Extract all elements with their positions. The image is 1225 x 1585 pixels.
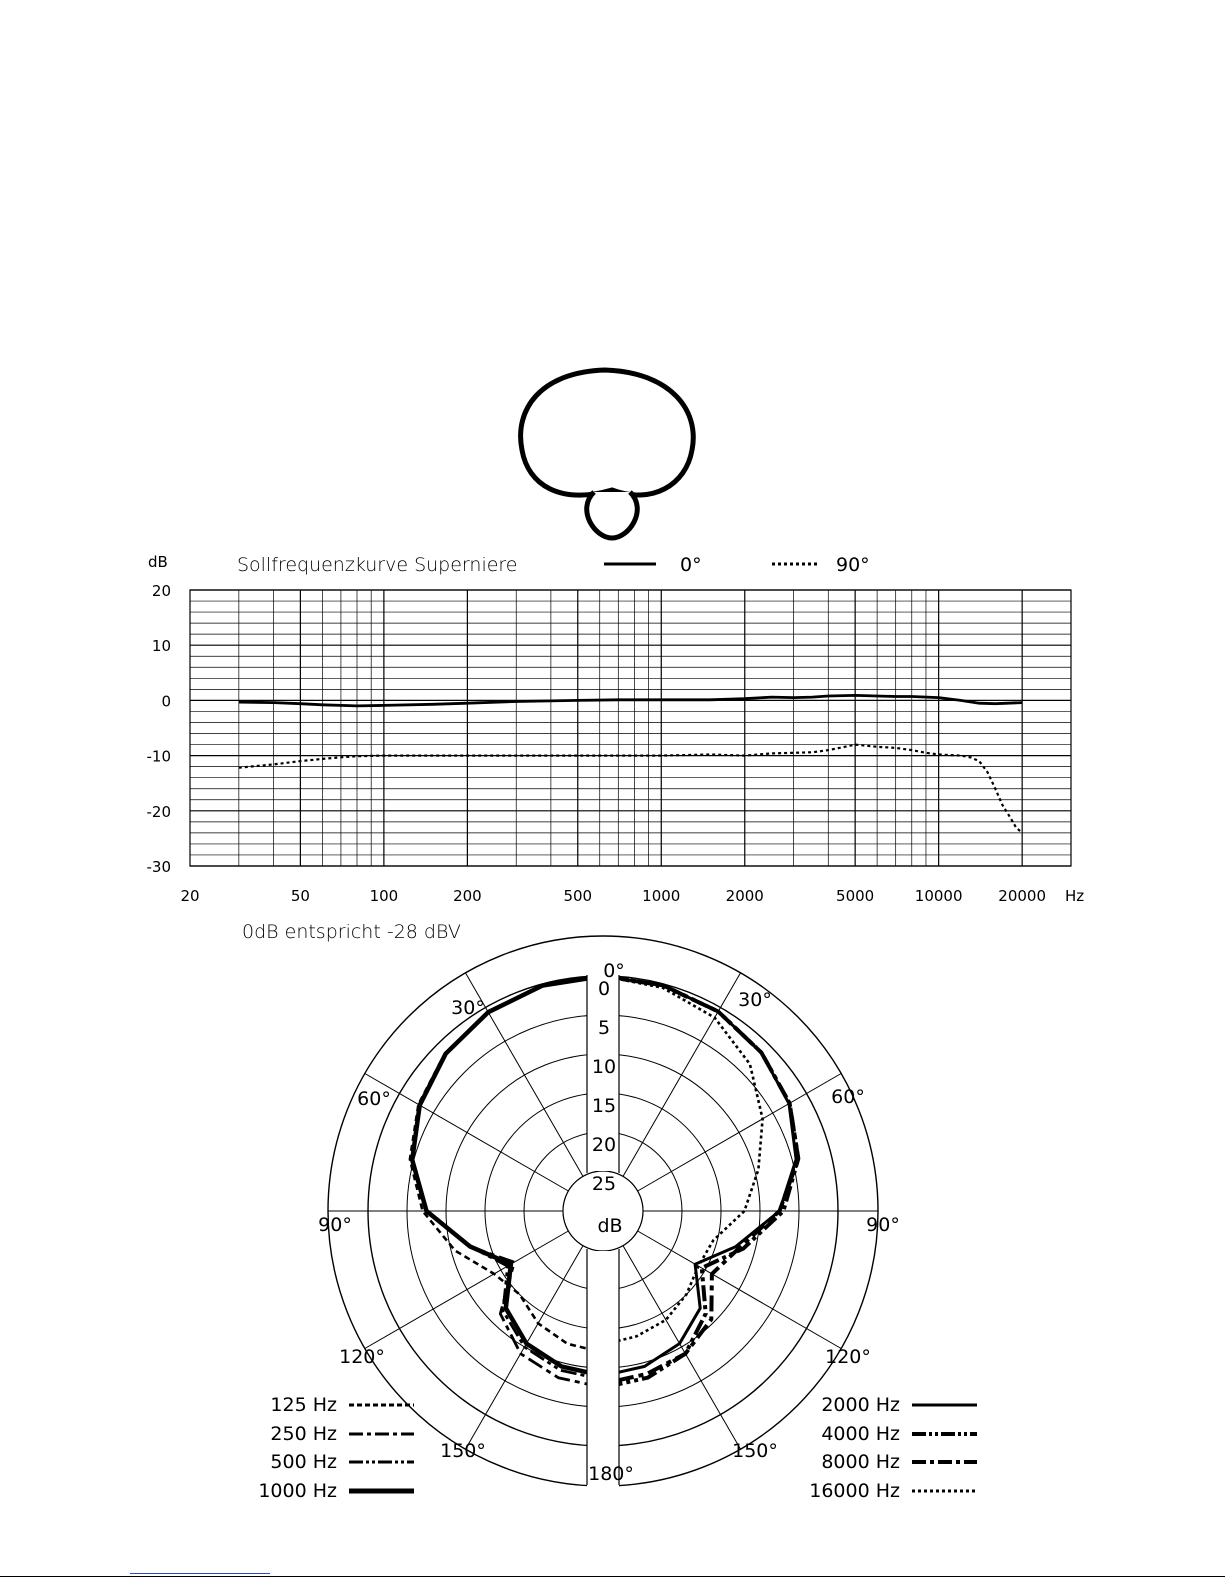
- polar-spoke: [638, 1074, 842, 1192]
- angle-label-60-left: 60°: [357, 1088, 391, 1110]
- y-tick-label: -20: [146, 802, 171, 821]
- footer-divider: [0, 1576, 1225, 1577]
- x-tick-label: 100: [369, 887, 399, 905]
- angle-label-90-left: 90°: [318, 1214, 352, 1236]
- polar-legend-right: [809, 1394, 977, 1502]
- y-tick-label: 10: [151, 637, 171, 656]
- polar-radial-tick-label: 0: [597, 978, 611, 1000]
- legend-125hz-label: 125 Hz: [270, 1394, 337, 1416]
- reference-note: 0dB entspricht -28 dBV: [242, 921, 461, 943]
- supercardioid-symbol-rear-lobe: [587, 492, 638, 538]
- polar-spoke: [365, 1074, 569, 1192]
- y-tick-label: -30: [146, 858, 171, 876]
- angle-label-120-right: 120°: [825, 1346, 871, 1368]
- legend-2000hz-label: 2000 Hz: [821, 1394, 900, 1416]
- x-tick-label: 5000: [836, 887, 875, 905]
- supercardioid-symbol-icon: [521, 370, 694, 495]
- legend-0deg-label: 0°: [680, 554, 702, 576]
- x-tick-label: 10000: [914, 887, 963, 905]
- polar-series-1000hz: [412, 976, 603, 1376]
- x-tick-label: 20: [180, 887, 200, 905]
- y-tick-label: -10: [146, 747, 171, 766]
- angle-label-90-right: 90°: [866, 1214, 900, 1236]
- polar-spoke: [623, 973, 741, 1177]
- angle-label-30-left: 30°: [451, 997, 485, 1019]
- footer-link-underline[interactable]: [130, 1573, 270, 1574]
- legend-1000hz-label: 1000 Hz: [258, 1480, 337, 1502]
- y-axis-ticks: [147, 582, 172, 876]
- legend-4000hz-label: 4000 Hz: [821, 1423, 900, 1445]
- polar-radial-tick-label: 5: [597, 1017, 611, 1039]
- polar-legend-left: [258, 1394, 414, 1502]
- y-tick-label: 20: [151, 582, 171, 600]
- angle-label-150-right: 150°: [732, 1440, 778, 1462]
- polar-spoke: [365, 1231, 569, 1349]
- chart-series: [239, 695, 1022, 833]
- x-tick-label: 200: [453, 887, 482, 905]
- chart-title: Sollfrequenzkurve Superniere: [237, 554, 518, 576]
- legend-8000hz-label: 8000 Hz: [821, 1451, 900, 1473]
- y-tick-label: 0: [161, 692, 171, 711]
- legend-90deg-label: 90°: [836, 554, 870, 576]
- polar-series-500hz: [412, 976, 603, 1380]
- polar-radial-tick-label: 20: [591, 1134, 617, 1156]
- legend-16000hz-label: 16000 Hz: [809, 1480, 900, 1502]
- x-tick-label: 2000: [725, 887, 764, 905]
- y-axis-unit-label: dB: [148, 553, 168, 571]
- angle-label-180: 180°: [588, 1463, 634, 1485]
- polar-axis-gap-bottom: [587, 1251, 619, 1491]
- legend-500hz-label: 500 Hz: [270, 1451, 337, 1473]
- x-tick-label: 500: [563, 887, 593, 905]
- polar-center-label: dB: [597, 1215, 623, 1237]
- angle-label-150-left: 150°: [440, 1440, 486, 1462]
- angle-label-30-right: 30°: [738, 989, 772, 1011]
- polar-spoke: [623, 1246, 741, 1450]
- angle-label-60-right: 60°: [831, 1086, 865, 1108]
- chart-grid: [190, 590, 1071, 866]
- polar-radial-tick-label: 25: [591, 1173, 617, 1195]
- angle-label-0: 0°: [603, 960, 625, 982]
- x-tick-label: 20000: [998, 887, 1047, 905]
- legend-250hz-label: 250 Hz: [270, 1423, 337, 1445]
- x-axis-unit-label: Hz: [1065, 887, 1085, 905]
- polar-series-2000hz: [603, 976, 796, 1376]
- x-tick-label: 1000: [642, 887, 681, 905]
- angle-label-120-left: 120°: [339, 1346, 385, 1368]
- polar-radial-tick-label: 10: [591, 1056, 617, 1078]
- frequency-response-chart: [147, 553, 1085, 943]
- x-tick-label: 50: [290, 887, 310, 905]
- polar-pattern-chart: [258, 936, 977, 1502]
- x-axis-ticks: [180, 887, 1046, 905]
- polar-radial-tick-label: 15: [591, 1095, 617, 1117]
